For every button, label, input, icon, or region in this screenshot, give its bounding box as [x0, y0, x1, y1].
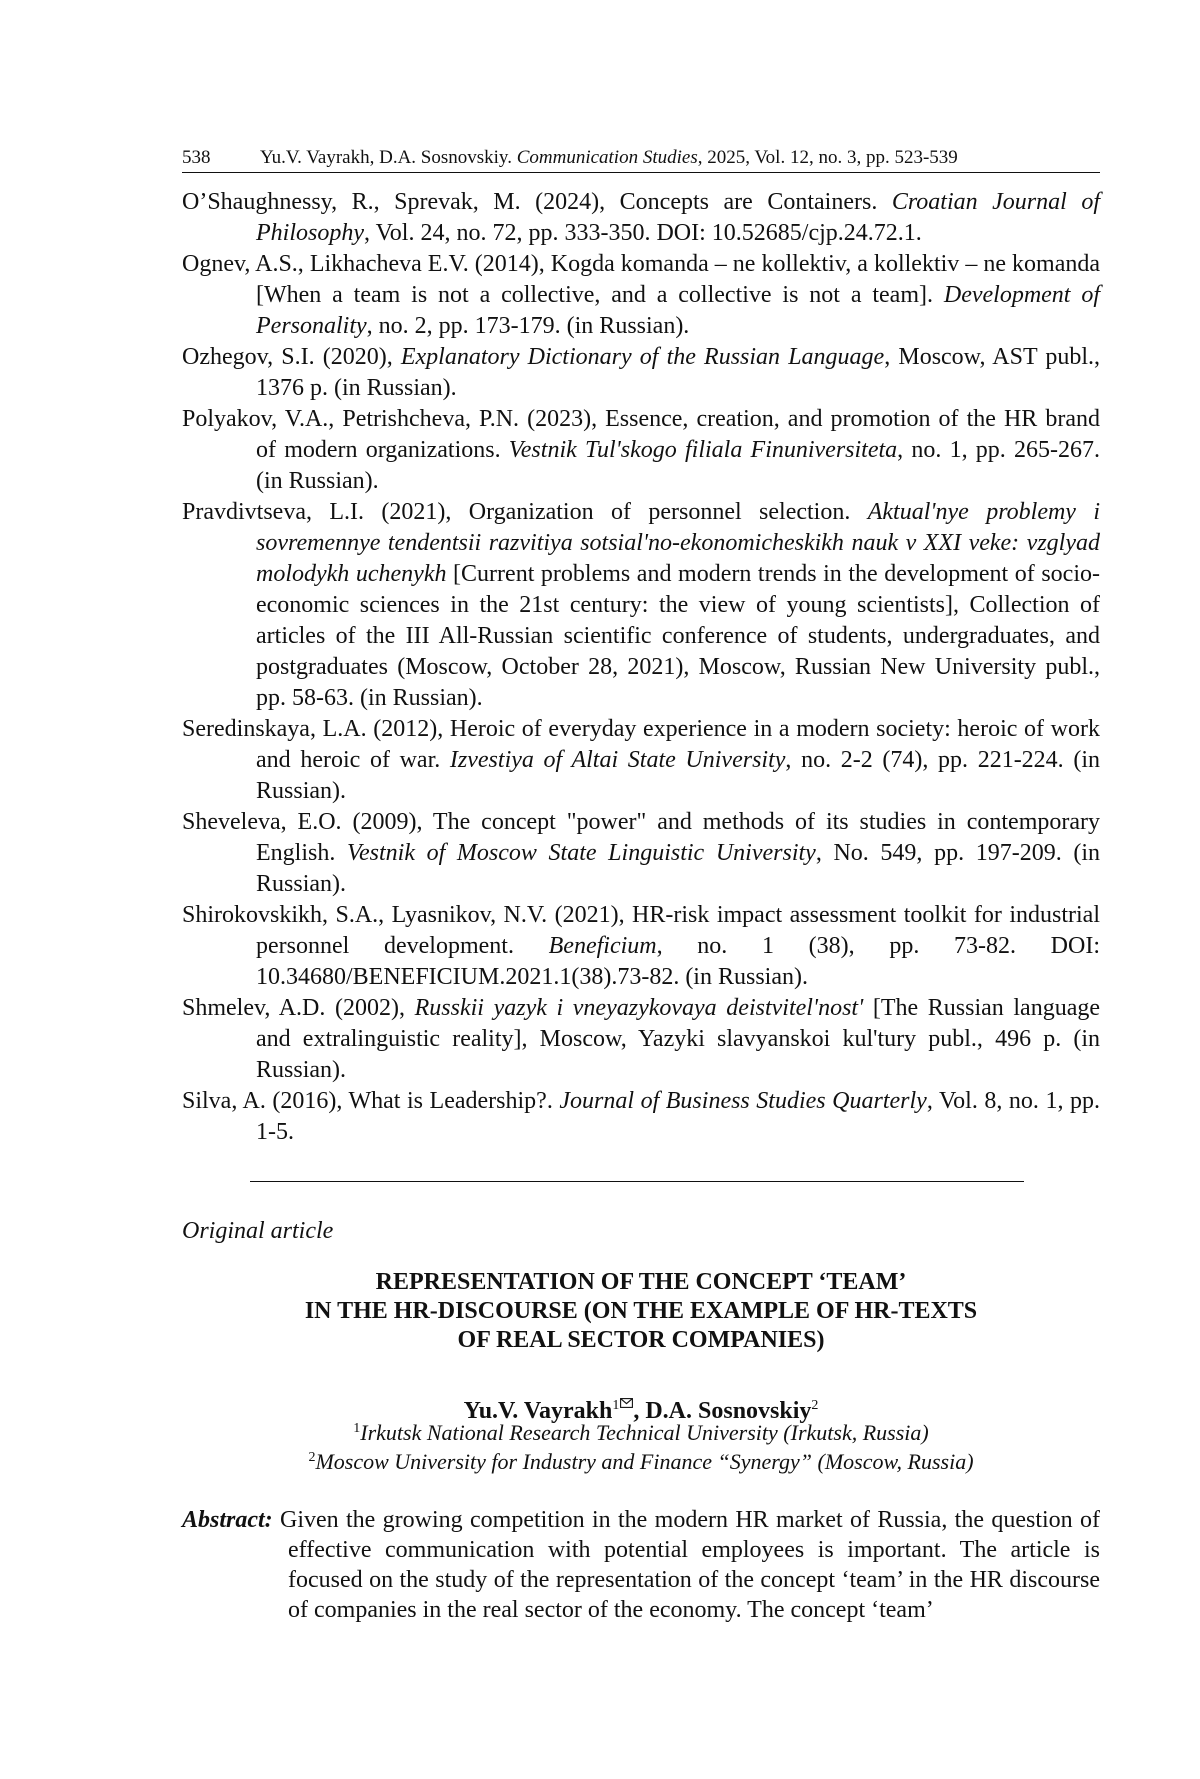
reference-item: O’Shaughnessy, R., Sprevak, M. (2024), Concepts are Containers. Croatian Journal of Philosophy, Vol. 24, no. 72, pp. 333-350. DOI: 10.52685/cjp.24.72.1. [182, 189, 1101, 246]
author-name: Yu.V. Vayrakh [463, 1398, 613, 1424]
section-divider [250, 1181, 1024, 1182]
header-authors: Yu.V. Vayrakh, D.A. Sosnovskiy. [260, 147, 512, 168]
affiliation: $^1$Irkutsk National Research Technical University (Irkutsk, Russia) [353, 1420, 929, 1445]
header-journal: Communication Studies [516, 147, 698, 168]
article-title [182, 1268, 1100, 1355]
affiliations [182, 1418, 1100, 1476]
reference-item: Shmelev, A.D. (2002), Russkii yazyk i vneyazykovaya deistvitel'nost' [The Russian language and extralinguistic reality], Moscow, Yazyki slavyanskoi kul'tury publ., 496 p. (in Russian). [182, 995, 1101, 1083]
abstract-label: Abstract: [182, 1507, 273, 1533]
author-affiliation-mark: 2 [811, 1398, 819, 1413]
reference-item: Ognev, A.S., Likhacheva E.V. (2014), Kogda komanda – ne kollektiv, a kollektiv – ne komanda [When a team is not a collective, and a collective is not a team]. Development of Personality, no. 2, pp. 173-179. (in Russian). [182, 251, 1101, 339]
author-affiliation-mark: 1 [612, 1398, 620, 1413]
affiliation: $^2$Moscow University for Industry and Finance “Synergy” (Moscow, Russia) [308, 1449, 974, 1474]
article-type: Original article [182, 1218, 334, 1244]
reference-list [182, 187, 1100, 1148]
header-citation: , 2025, Vol. 12, no. 3, pp. 523-539 [697, 147, 958, 168]
author-name: D.A. Sosnovskiy [645, 1398, 812, 1424]
abstract [182, 1505, 1100, 1625]
reference-item: Shirokovskikh, S.A., Lyasnikov, N.V. (2021), HR-risk impact assessment toolkit for industrial personnel development. Beneficium, no. 1 (38), pp. 73-82. DOI: 10.34680/BENEFICIUM.2021.1(38).73-82. (in Russian). [182, 902, 1100, 990]
reference-item: Sheveleva, E.O. (2009), The concept "power" and methods of its studies in contemporary English. Vestnik of Moscow State Linguistic University, No. 549, pp. 197-209. (in Russian). [182, 809, 1100, 897]
reference-item: Polyakov, V.A., Petrishcheva, P.N. (2023), Essence, creation, and promotion of the HR brand of modern organizations. Vestnik Tul'skogo filiala Finuniversiteta, no. 1, pp. 265-267. (in Russian). [182, 406, 1100, 494]
title-line: IN THE HR-DISCOURSE (ON THE EXAMPLE OF HR-TEXTS [304, 1298, 978, 1324]
title-line: REPRESENTATION OF THE CONCEPT ‘TEAM’ [375, 1269, 907, 1295]
reference-item: Seredinskaya, L.A. (2012), Heroic of everyday experience in a modern society: heroic of work and heroic of war. Izvestiya of Altai State University, no. 2-2 (74), pp. 221-224. (in Russian). [182, 716, 1101, 804]
reference-item: Pravdivtseva, L.I. (2021), Organization of personnel selection. Aktual'nye problemy i sovremennye tendentsii razvitiya sotsial'no-ekonomicheskikh nauk v XXI veke: vzglyad molodykh uchenykh [Current problems and modern trends in the development of socio-economic sciences in the 21st century: the view of young scientists], Collection of articles of the III All-Russian scientific conference of students, undergraduates, and postgraduates (Moscow, October 28, 2021), Moscow, Russian New University publ., pp. 58-63. (in Russian). [182, 499, 1101, 711]
reference-item: Silva, A. (2016), What is Leadership?. Journal of Business Studies Quarterly, Vol. 8, no. 1, pp. 1-5. [182, 1088, 1100, 1145]
envelope-icon[interactable] [620, 1386, 633, 1416]
page-number: 538 [182, 147, 211, 168]
header-rule [182, 172, 1100, 173]
reference-item: Ozhegov, S.I. (2020), Explanatory Dictionary of the Russian Language, Moscow, AST publ., 1376 p. (in Russian). [182, 344, 1100, 401]
article-authors: Yu.V. Vayrakh$^1$ , D.A. Sosnovskiy$^2$ [182, 1386, 1100, 1426]
title-line: OF REAL SECTOR COMPANIES) [457, 1327, 825, 1353]
abstract-text: Given the growing competition in the modern HR market of Russia, the question of effective communication with potential employees is important. The article is focused on the study of the representation of the concept ‘team’ in the HR discourse of companies in the real sector of the economy. The concept ‘team’ [272, 1507, 1100, 1623]
running-header [182, 146, 1100, 170]
